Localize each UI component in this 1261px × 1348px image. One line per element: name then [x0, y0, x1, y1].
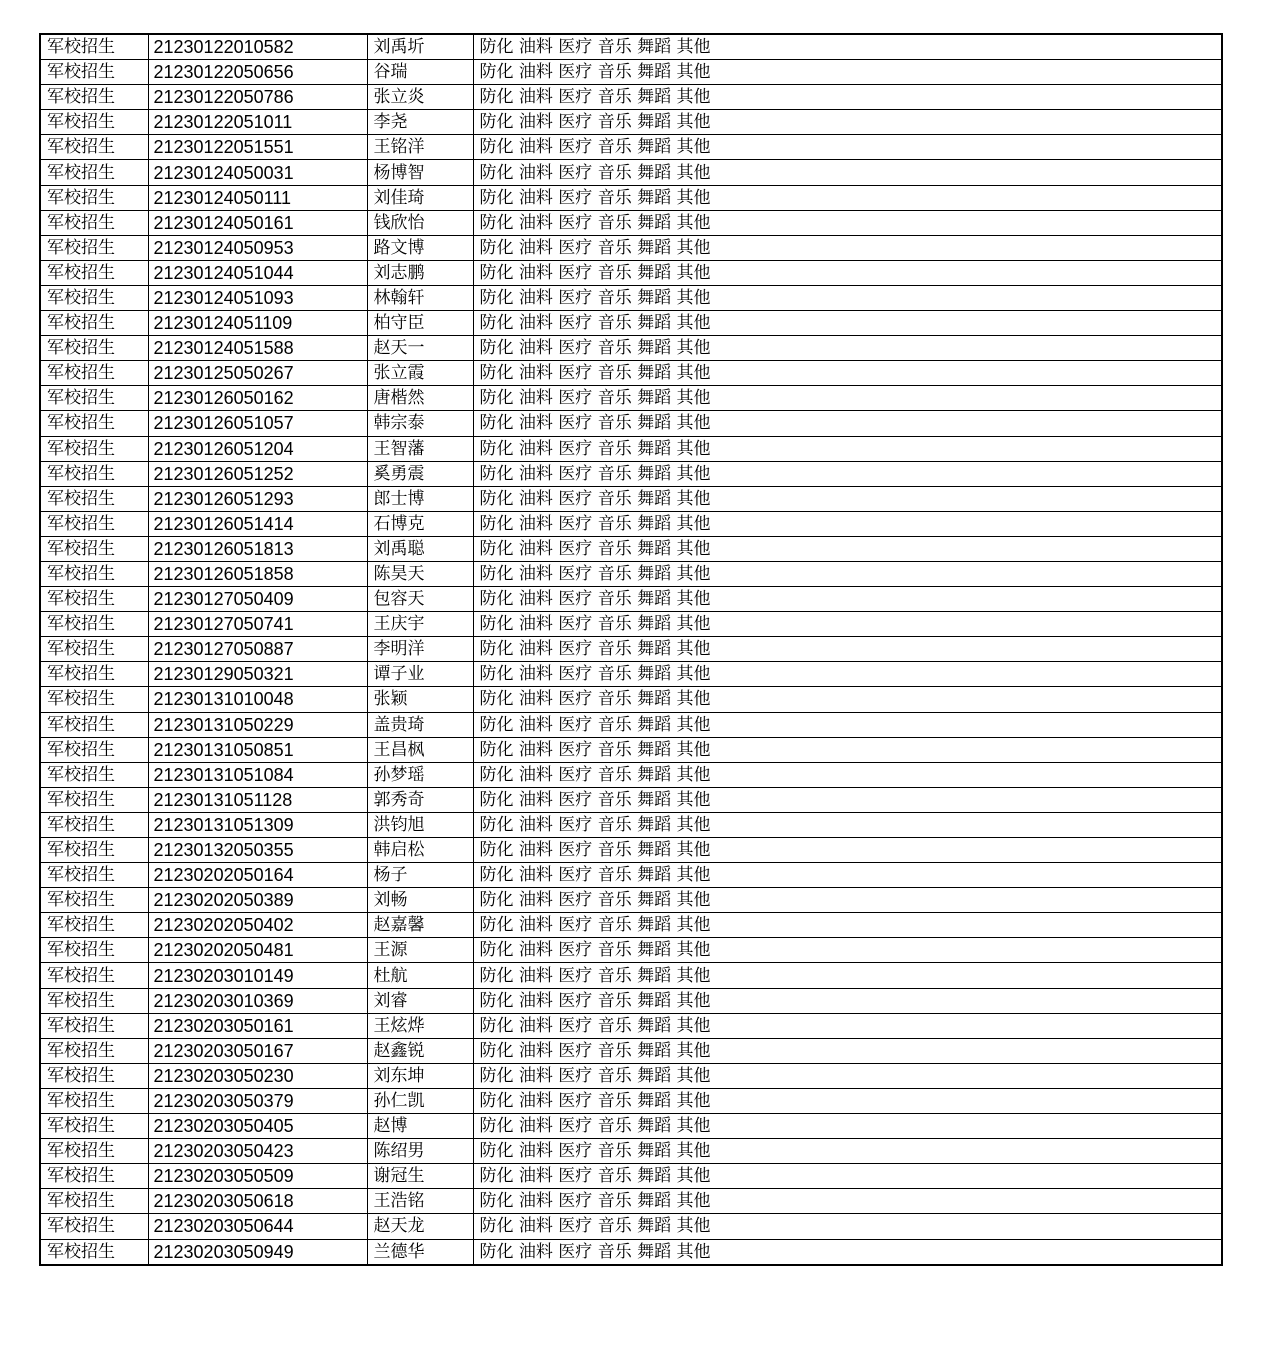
exam-id-cell: 21230124050031	[148, 160, 367, 185]
table-row	[40, 687, 1222, 712]
category-cell: 军校招生	[40, 787, 148, 812]
exam-id-cell: 21230131051128	[148, 787, 367, 812]
subjects-cell: 防化 油料 医疗 音乐 舞蹈 其他	[473, 386, 1222, 411]
subjects-cell: 防化 油料 医疗 音乐 舞蹈 其他	[473, 737, 1222, 762]
student-name-cell: 王庆宇	[367, 612, 473, 637]
exam-id-cell: 21230122051011	[148, 110, 367, 135]
roster-table-body	[40, 34, 1222, 1265]
category-cell: 军校招生	[40, 762, 148, 787]
table-row	[40, 988, 1222, 1013]
student-name-cell: 谷瑞	[367, 60, 473, 85]
category-cell: 军校招生	[40, 1013, 148, 1038]
table-row	[40, 411, 1222, 436]
subjects-cell: 防化 油料 医疗 音乐 舞蹈 其他	[473, 988, 1222, 1013]
category-cell: 军校招生	[40, 411, 148, 436]
exam-id-cell: 21230124051044	[148, 260, 367, 285]
exam-id-cell: 21230126051204	[148, 436, 367, 461]
category-cell: 军校招生	[40, 963, 148, 988]
subjects-cell: 防化 油料 医疗 音乐 舞蹈 其他	[473, 1063, 1222, 1088]
exam-id-cell: 21230203050161	[148, 1013, 367, 1038]
exam-id-cell: 21230203010369	[148, 988, 367, 1013]
table-row	[40, 110, 1222, 135]
category-cell: 军校招生	[40, 185, 148, 210]
table-row	[40, 536, 1222, 561]
subjects-cell: 防化 油料 医疗 音乐 舞蹈 其他	[473, 587, 1222, 612]
subjects-cell: 防化 油料 医疗 音乐 舞蹈 其他	[473, 436, 1222, 461]
table-row	[40, 712, 1222, 737]
exam-id-cell: 21230126051414	[148, 511, 367, 536]
table-row	[40, 1189, 1222, 1214]
subjects-cell: 防化 油料 医疗 音乐 舞蹈 其他	[473, 762, 1222, 787]
student-name-cell: 刘佳琦	[367, 185, 473, 210]
roster-table	[39, 33, 1223, 1266]
exam-id-cell: 21230203050949	[148, 1239, 367, 1265]
exam-id-cell: 21230202050402	[148, 913, 367, 938]
category-cell: 军校招生	[40, 712, 148, 737]
exam-id-cell: 21230127050409	[148, 587, 367, 612]
student-name-cell: 赵天一	[367, 336, 473, 361]
subjects-cell: 防化 油料 医疗 音乐 舞蹈 其他	[473, 160, 1222, 185]
category-cell: 军校招生	[40, 1114, 148, 1139]
student-name-cell: 郭秀奇	[367, 787, 473, 812]
exam-id-cell: 21230124050953	[148, 235, 367, 260]
exam-id-cell: 21230124051093	[148, 285, 367, 310]
table-row	[40, 913, 1222, 938]
exam-id-cell: 21230131050851	[148, 737, 367, 762]
category-cell: 军校招生	[40, 913, 148, 938]
category-cell: 军校招生	[40, 311, 148, 336]
student-name-cell: 路文博	[367, 235, 473, 260]
student-name-cell: 赵天龙	[367, 1214, 473, 1239]
category-cell: 军校招生	[40, 210, 148, 235]
table-row	[40, 812, 1222, 837]
exam-id-cell: 21230122051551	[148, 135, 367, 160]
table-row	[40, 938, 1222, 963]
student-name-cell: 唐楷然	[367, 386, 473, 411]
category-cell: 军校招生	[40, 160, 148, 185]
table-row	[40, 737, 1222, 762]
subjects-cell: 防化 油料 医疗 音乐 舞蹈 其他	[473, 411, 1222, 436]
student-name-cell: 林翰轩	[367, 285, 473, 310]
student-name-cell: 刘东坤	[367, 1063, 473, 1088]
subjects-cell: 防化 油料 医疗 音乐 舞蹈 其他	[473, 486, 1222, 511]
exam-id-cell: 21230203050379	[148, 1088, 367, 1113]
table-row	[40, 1088, 1222, 1113]
student-name-cell: 柏守臣	[367, 311, 473, 336]
student-name-cell: 张颖	[367, 687, 473, 712]
category-cell: 军校招生	[40, 888, 148, 913]
exam-id-cell: 21230131050229	[148, 712, 367, 737]
subjects-cell: 防化 油料 医疗 音乐 舞蹈 其他	[473, 963, 1222, 988]
student-name-cell: 盖贵琦	[367, 712, 473, 737]
table-row	[40, 34, 1222, 60]
subjects-cell: 防化 油料 医疗 音乐 舞蹈 其他	[473, 662, 1222, 687]
category-cell: 军校招生	[40, 561, 148, 586]
subjects-cell: 防化 油料 医疗 音乐 舞蹈 其他	[473, 787, 1222, 812]
student-name-cell: 刘畅	[367, 888, 473, 913]
exam-id-cell: 21230122050656	[148, 60, 367, 85]
category-cell: 军校招生	[40, 336, 148, 361]
student-name-cell: 孙梦瑶	[367, 762, 473, 787]
student-name-cell: 李明洋	[367, 637, 473, 662]
student-name-cell: 韩启松	[367, 838, 473, 863]
category-cell: 军校招生	[40, 1063, 148, 1088]
student-name-cell: 李尧	[367, 110, 473, 135]
student-name-cell: 赵博	[367, 1114, 473, 1139]
category-cell: 军校招生	[40, 863, 148, 888]
subjects-cell: 防化 油料 医疗 音乐 舞蹈 其他	[473, 1088, 1222, 1113]
subjects-cell: 防化 油料 医疗 音乐 舞蹈 其他	[473, 185, 1222, 210]
subjects-cell: 防化 油料 医疗 音乐 舞蹈 其他	[473, 938, 1222, 963]
subjects-cell: 防化 油料 医疗 音乐 舞蹈 其他	[473, 612, 1222, 637]
category-cell: 军校招生	[40, 436, 148, 461]
table-row	[40, 210, 1222, 235]
student-name-cell: 张立炎	[367, 85, 473, 110]
student-name-cell: 谢冠生	[367, 1164, 473, 1189]
student-name-cell: 王铭洋	[367, 135, 473, 160]
table-row	[40, 561, 1222, 586]
exam-id-cell: 21230126051813	[148, 536, 367, 561]
exam-id-cell: 21230202050481	[148, 938, 367, 963]
exam-id-cell: 21230203050509	[148, 1164, 367, 1189]
exam-id-cell: 21230132050355	[148, 838, 367, 863]
category-cell: 军校招生	[40, 85, 148, 110]
exam-id-cell: 21230203050405	[148, 1114, 367, 1139]
exam-id-cell: 21230129050321	[148, 662, 367, 687]
student-name-cell: 孙仁凯	[367, 1088, 473, 1113]
exam-id-cell: 21230122050786	[148, 85, 367, 110]
student-name-cell: 张立霞	[367, 361, 473, 386]
category-cell: 军校招生	[40, 34, 148, 60]
table-row	[40, 486, 1222, 511]
subjects-cell: 防化 油料 医疗 音乐 舞蹈 其他	[473, 60, 1222, 85]
subjects-cell: 防化 油料 医疗 音乐 舞蹈 其他	[473, 210, 1222, 235]
exam-id-cell: 21230202050389	[148, 888, 367, 913]
category-cell: 军校招生	[40, 110, 148, 135]
student-name-cell: 赵嘉馨	[367, 913, 473, 938]
student-name-cell: 包容天	[367, 587, 473, 612]
table-row	[40, 762, 1222, 787]
subjects-cell: 防化 油料 医疗 音乐 舞蹈 其他	[473, 135, 1222, 160]
table-row	[40, 461, 1222, 486]
table-row	[40, 260, 1222, 285]
exam-id-cell: 21230122010582	[148, 34, 367, 60]
category-cell: 军校招生	[40, 1239, 148, 1265]
table-row	[40, 1239, 1222, 1265]
subjects-cell: 防化 油料 医疗 音乐 舞蹈 其他	[473, 1214, 1222, 1239]
exam-id-cell: 21230127050741	[148, 612, 367, 637]
table-row	[40, 336, 1222, 361]
student-name-cell: 谭子业	[367, 662, 473, 687]
table-row	[40, 1063, 1222, 1088]
table-row	[40, 787, 1222, 812]
table-row	[40, 185, 1222, 210]
exam-id-cell: 21230124051109	[148, 311, 367, 336]
subjects-cell: 防化 油料 医疗 音乐 舞蹈 其他	[473, 461, 1222, 486]
subjects-cell: 防化 油料 医疗 音乐 舞蹈 其他	[473, 361, 1222, 386]
subjects-cell: 防化 油料 医疗 音乐 舞蹈 其他	[473, 260, 1222, 285]
category-cell: 军校招生	[40, 838, 148, 863]
subjects-cell: 防化 油料 医疗 音乐 舞蹈 其他	[473, 1239, 1222, 1265]
table-row	[40, 587, 1222, 612]
category-cell: 军校招生	[40, 386, 148, 411]
category-cell: 军校招生	[40, 260, 148, 285]
table-row	[40, 612, 1222, 637]
exam-id-cell: 21230131051309	[148, 812, 367, 837]
table-row	[40, 361, 1222, 386]
exam-id-cell: 21230124050161	[148, 210, 367, 235]
table-row	[40, 511, 1222, 536]
subjects-cell: 防化 油料 医疗 音乐 舞蹈 其他	[473, 110, 1222, 135]
exam-id-cell: 21230203050167	[148, 1038, 367, 1063]
category-cell: 军校招生	[40, 737, 148, 762]
subjects-cell: 防化 油料 医疗 音乐 舞蹈 其他	[473, 511, 1222, 536]
subjects-cell: 防化 油料 医疗 音乐 舞蹈 其他	[473, 1013, 1222, 1038]
student-name-cell: 王智藩	[367, 436, 473, 461]
student-name-cell: 钱欣怡	[367, 210, 473, 235]
student-name-cell: 杨子	[367, 863, 473, 888]
table-row	[40, 135, 1222, 160]
table-row	[40, 662, 1222, 687]
table-row	[40, 1139, 1222, 1164]
student-name-cell: 杨博智	[367, 160, 473, 185]
subjects-cell: 防化 油料 医疗 音乐 舞蹈 其他	[473, 34, 1222, 60]
subjects-cell: 防化 油料 医疗 音乐 舞蹈 其他	[473, 838, 1222, 863]
category-cell: 军校招生	[40, 60, 148, 85]
subjects-cell: 防化 油料 医疗 音乐 舞蹈 其他	[473, 712, 1222, 737]
subjects-cell: 防化 油料 医疗 音乐 舞蹈 其他	[473, 863, 1222, 888]
category-cell: 军校招生	[40, 612, 148, 637]
table-row	[40, 838, 1222, 863]
category-cell: 军校招生	[40, 461, 148, 486]
subjects-cell: 防化 油料 医疗 音乐 舞蹈 其他	[473, 336, 1222, 361]
subjects-cell: 防化 油料 医疗 音乐 舞蹈 其他	[473, 888, 1222, 913]
category-cell: 军校招生	[40, 587, 148, 612]
category-cell: 军校招生	[40, 511, 148, 536]
subjects-cell: 防化 油料 医疗 音乐 舞蹈 其他	[473, 285, 1222, 310]
student-name-cell: 刘志鹏	[367, 260, 473, 285]
student-name-cell: 韩宗泰	[367, 411, 473, 436]
student-name-cell: 刘禹聪	[367, 536, 473, 561]
student-name-cell: 兰德华	[367, 1239, 473, 1265]
student-name-cell: 刘睿	[367, 988, 473, 1013]
category-cell: 军校招生	[40, 662, 148, 687]
student-name-cell: 刘禹圻	[367, 34, 473, 60]
exam-id-cell: 21230126051858	[148, 561, 367, 586]
table-row	[40, 888, 1222, 913]
subjects-cell: 防化 油料 医疗 音乐 舞蹈 其他	[473, 235, 1222, 260]
category-cell: 军校招生	[40, 1214, 148, 1239]
subjects-cell: 防化 油料 医疗 音乐 舞蹈 其他	[473, 561, 1222, 586]
student-name-cell: 王昌枫	[367, 737, 473, 762]
subjects-cell: 防化 油料 医疗 音乐 舞蹈 其他	[473, 85, 1222, 110]
category-cell: 军校招生	[40, 536, 148, 561]
exam-id-cell: 21230203010149	[148, 963, 367, 988]
student-name-cell: 奚勇震	[367, 461, 473, 486]
subjects-cell: 防化 油料 医疗 音乐 舞蹈 其他	[473, 1189, 1222, 1214]
subjects-cell: 防化 油料 医疗 音乐 舞蹈 其他	[473, 1114, 1222, 1139]
subjects-cell: 防化 油料 医疗 音乐 舞蹈 其他	[473, 536, 1222, 561]
exam-id-cell: 21230131010048	[148, 687, 367, 712]
subjects-cell: 防化 油料 医疗 音乐 舞蹈 其他	[473, 1139, 1222, 1164]
table-row	[40, 1164, 1222, 1189]
student-name-cell: 王炫烨	[367, 1013, 473, 1038]
category-cell: 军校招生	[40, 988, 148, 1013]
table-row	[40, 160, 1222, 185]
table-row	[40, 1114, 1222, 1139]
category-cell: 军校招生	[40, 812, 148, 837]
exam-id-cell: 21230127050887	[148, 637, 367, 662]
table-row	[40, 1038, 1222, 1063]
subjects-cell: 防化 油料 医疗 音乐 舞蹈 其他	[473, 637, 1222, 662]
student-name-cell: 杜航	[367, 963, 473, 988]
table-row	[40, 1214, 1222, 1239]
table-row	[40, 386, 1222, 411]
student-name-cell: 郎士博	[367, 486, 473, 511]
student-name-cell: 赵鑫锐	[367, 1038, 473, 1063]
table-row	[40, 637, 1222, 662]
exam-id-cell: 21230126051057	[148, 411, 367, 436]
student-name-cell: 石博克	[367, 511, 473, 536]
category-cell: 军校招生	[40, 1164, 148, 1189]
exam-id-cell: 21230203050618	[148, 1189, 367, 1214]
exam-id-cell: 21230131051084	[148, 762, 367, 787]
category-cell: 军校招生	[40, 235, 148, 260]
exam-id-cell: 21230203050230	[148, 1063, 367, 1088]
subjects-cell: 防化 油料 医疗 音乐 舞蹈 其他	[473, 913, 1222, 938]
student-name-cell: 洪钧旭	[367, 812, 473, 837]
category-cell: 军校招生	[40, 1038, 148, 1063]
student-name-cell: 王源	[367, 938, 473, 963]
student-name-cell: 王浩铭	[367, 1189, 473, 1214]
category-cell: 军校招生	[40, 135, 148, 160]
category-cell: 军校招生	[40, 1088, 148, 1113]
exam-id-cell: 21230203050423	[148, 1139, 367, 1164]
exam-id-cell: 21230124050111	[148, 185, 367, 210]
category-cell: 军校招生	[40, 486, 148, 511]
table-row	[40, 863, 1222, 888]
category-cell: 军校招生	[40, 637, 148, 662]
table-row	[40, 235, 1222, 260]
subjects-cell: 防化 油料 医疗 音乐 舞蹈 其他	[473, 1038, 1222, 1063]
category-cell: 军校招生	[40, 687, 148, 712]
table-row	[40, 85, 1222, 110]
student-name-cell: 陈昊天	[367, 561, 473, 586]
table-row	[40, 1013, 1222, 1038]
category-cell: 军校招生	[40, 938, 148, 963]
exam-id-cell: 21230126051293	[148, 486, 367, 511]
category-cell: 军校招生	[40, 285, 148, 310]
table-row	[40, 436, 1222, 461]
subjects-cell: 防化 油料 医疗 音乐 舞蹈 其他	[473, 1164, 1222, 1189]
exam-id-cell: 21230124051588	[148, 336, 367, 361]
exam-id-cell: 21230126050162	[148, 386, 367, 411]
exam-id-cell: 21230202050164	[148, 863, 367, 888]
table-row	[40, 285, 1222, 310]
student-name-cell: 陈绍男	[367, 1139, 473, 1164]
subjects-cell: 防化 油料 医疗 音乐 舞蹈 其他	[473, 687, 1222, 712]
table-row	[40, 60, 1222, 85]
category-cell: 军校招生	[40, 361, 148, 386]
category-cell: 军校招生	[40, 1189, 148, 1214]
subjects-cell: 防化 油料 医疗 音乐 舞蹈 其他	[473, 812, 1222, 837]
category-cell: 军校招生	[40, 1139, 148, 1164]
subjects-cell: 防化 油料 医疗 音乐 舞蹈 其他	[473, 311, 1222, 336]
exam-id-cell: 21230203050644	[148, 1214, 367, 1239]
table-row	[40, 963, 1222, 988]
exam-id-cell: 21230126051252	[148, 461, 367, 486]
exam-id-cell: 21230125050267	[148, 361, 367, 386]
table-row	[40, 311, 1222, 336]
